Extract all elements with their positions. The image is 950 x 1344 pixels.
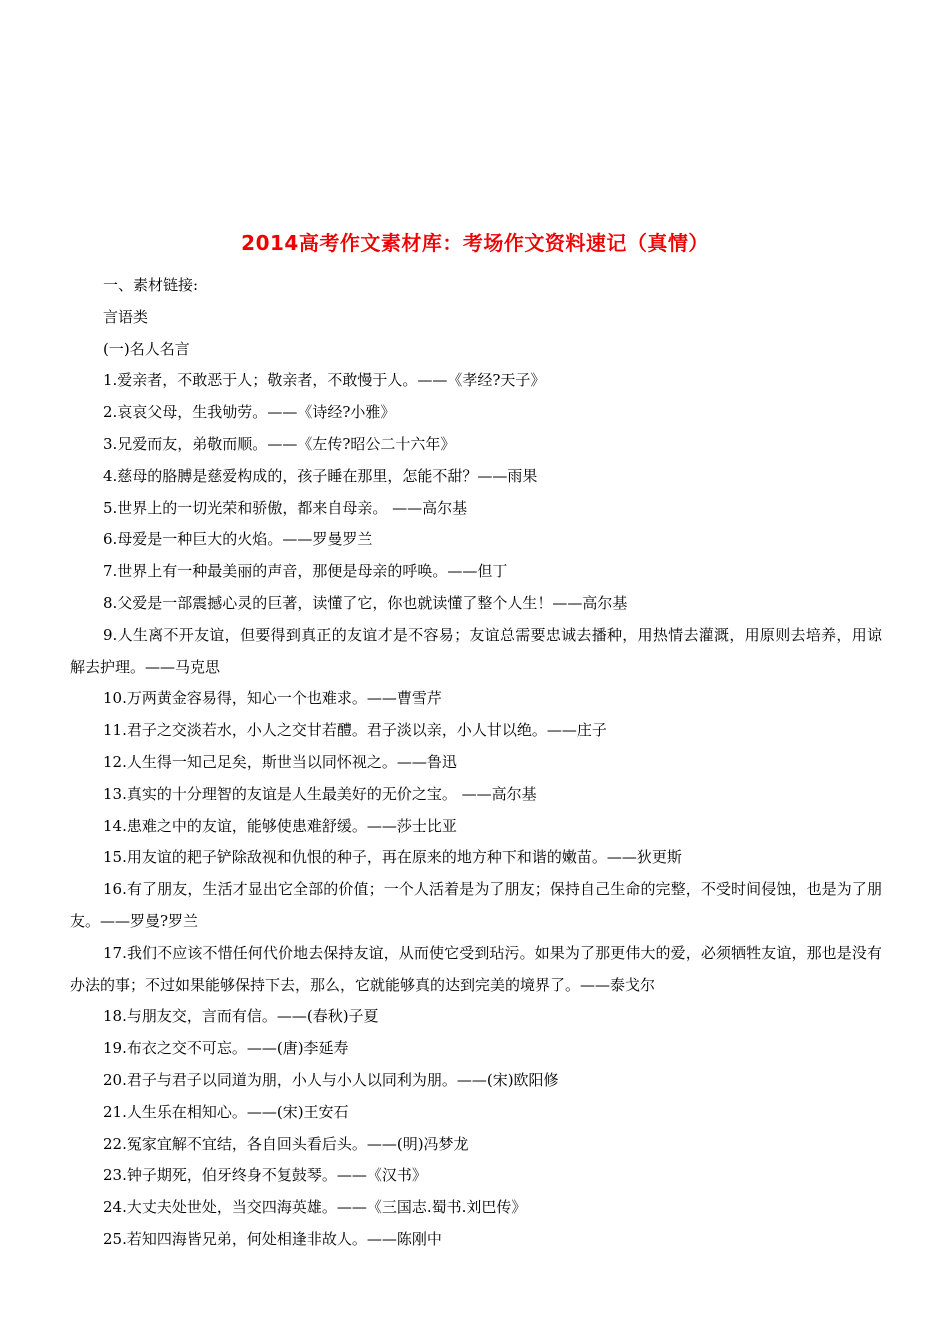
quote-item: 7.世界上有一种最美丽的声音，那便是母亲的呼唤。——但丁: [103, 562, 508, 581]
quote-item: 11.君子之交淡若水，小人之交甘若醴。君子淡以亲，小人甘以绝。——庄子: [103, 721, 607, 740]
quote-item: 1.爱亲者，不敢恶于人；敬亲者，不敢慢于人。——《孝经?天子》: [103, 371, 546, 390]
quote-item: 13.真实的十分理智的友谊是人生最美好的无价之宝。 ——高尔基: [103, 784, 537, 803]
quote-item: 17.我们不应该不惜任何代价地去保持友谊，从而使它受到玷污。如果为了那更伟大的爱，必须牺牲友谊，那也是没有办法的事；不过如果能够保持下去，那么，它就能够真的达到完美的境界了。——泰戈尔: [70, 943, 882, 994]
quote-item: 16.有了朋友，生活才显出它全部的价值；一个人活着是为了朋友；保持自己生命的完整，不受时间侵蚀，也是为了朋友。——罗曼?罗兰: [70, 880, 882, 930]
quote-item: 24.大丈夫处世处，当交四海英雄。——《三国志.蜀书.刘巴传》: [103, 1198, 527, 1217]
quote-item: 20.君子与君子以同道为朋，小人与小人以同利为朋。——(宋)欧阳修: [103, 1070, 559, 1089]
quote-item: 3.兄爱而友，弟敬而顺。——《左传?昭公二十六年》: [103, 434, 456, 453]
quote-item: 5.世界上的一切光荣和骄傲，都来自母亲。 ——高尔基: [103, 498, 468, 517]
quote-item: 21.人生乐在相知心。——(宋)王安石: [103, 1102, 349, 1121]
quote-item: 14.患难之中的友谊，能够使患难舒缓。——莎士比亚: [103, 816, 457, 835]
quote-item: 22.冤家宜解不宜结，各自回头看后头。——(明)冯梦龙: [103, 1134, 469, 1153]
quote-item: 25.若知四海皆兄弟，何处相逢非故人。——陈刚中: [103, 1229, 442, 1248]
quote-item: 15.用友谊的耙子铲除敌视和仇恨的种子，再在原来的地方种下和谐的嫩苗。——狄更斯: [103, 848, 682, 867]
quote-item: 4.慈母的胳膊是慈爱构成的，孩子睡在那里，怎能不甜？——雨果: [103, 466, 538, 485]
quote-item: 10.万两黄金容易得，知心一个也难求。——曹雪芹: [103, 689, 442, 708]
quote-item: 19.布衣之交不可忘。——(唐)李延寿: [103, 1039, 349, 1058]
category-label: 言语类: [103, 307, 149, 326]
quote-item: 23.钟子期死，伯牙终身不复鼓琴。——《汉书》: [103, 1166, 427, 1185]
quote-item: 9.人生离不开友谊，但要得到真正的友谊才是不容易；友谊总需要忠诚去播种，用热情去灌溉，用原则去培养，用谅解去护理。——马克思: [70, 625, 882, 676]
quote-item: 6.母爱是一种巨大的火焰。——罗曼罗兰: [103, 530, 373, 549]
subsection-heading: (一)名人名言: [103, 339, 190, 358]
quote-item: 12.人生得一知己足矣，斯世当以同怀视之。——鲁迅: [103, 752, 457, 771]
section-heading: 一、素材链接:: [103, 276, 199, 294]
quote-item: 2.哀哀父母，生我劬劳。——《诗经?小雅》: [103, 403, 396, 422]
document-title: 2014高考作文素材库：考场作文资料速记（真情）: [241, 231, 709, 255]
document-body: [70, 270, 882, 1256]
quote-item: 18.与朋友交，言而有信。——(春秋)子夏: [103, 1007, 379, 1026]
quote-item: 8.父爱是一部震撼心灵的巨著，读懂了它，你也就读懂了整个人生！——高尔基: [103, 593, 628, 612]
